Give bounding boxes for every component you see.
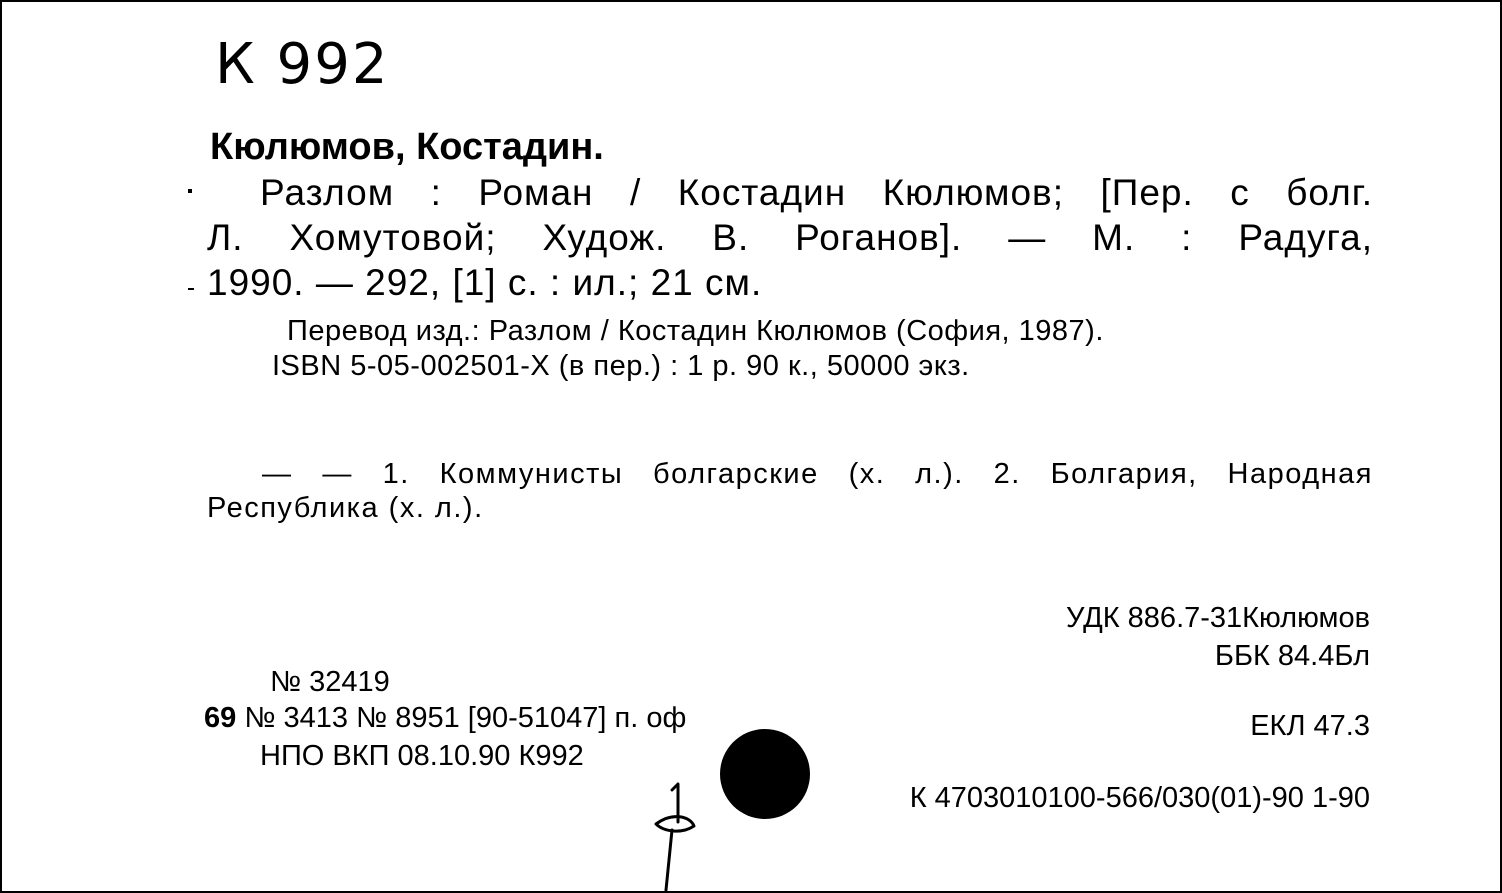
isbn-note: ISBN 5-05-002501-X (в пер.) : 1 р. 90 к., 50000 экз. [272, 350, 970, 382]
translation-note: Перевод изд.: Разлом / Костадин Кюлюмов (София, 1987). [287, 315, 1104, 347]
bbk-code: ББК 84.4Бл [1214, 640, 1370, 672]
price-code: К 4703010100-566/030(01)-90 1-90 [909, 782, 1370, 814]
stray-mark [188, 189, 192, 193]
print-details: № 3413 № 8951 [90-51047] п. оф [236, 702, 687, 734]
subject-headings: — — 1. Коммунисты болгарские (х. л.). 2. Болгария, Народная [262, 458, 1373, 490]
ekl-code: ЕКЛ 47.3 [1250, 710, 1370, 742]
stray-mark [188, 288, 194, 290]
order-number: № 32419 [270, 666, 390, 698]
print-prefix: 69 [204, 702, 237, 734]
description-line: 1990. — 292, [1] с. : ил.; 21 см. [207, 262, 763, 303]
print-codes: НПО ВКП 08.10.90 К992 [260, 740, 584, 772]
subject-headings: Республика (х. л.). [207, 492, 484, 524]
author-heading: Кюлюмов, Костадин. [210, 126, 604, 168]
print-info [204, 702, 686, 735]
udk-code: УДК 886.7-31Кюлюмов [1065, 602, 1370, 634]
description-line: Разлом : Роман / Костадин Кюлюмов; [Пер. с болг. [260, 172, 1373, 213]
call-number: К 992 [215, 32, 390, 97]
handwritten-mark-icon [642, 782, 712, 892]
punch-hole [720, 729, 810, 819]
description-line: Л. Хомутовой; Худож. В. Роганов]. — М. : Радуга, [207, 217, 1373, 258]
